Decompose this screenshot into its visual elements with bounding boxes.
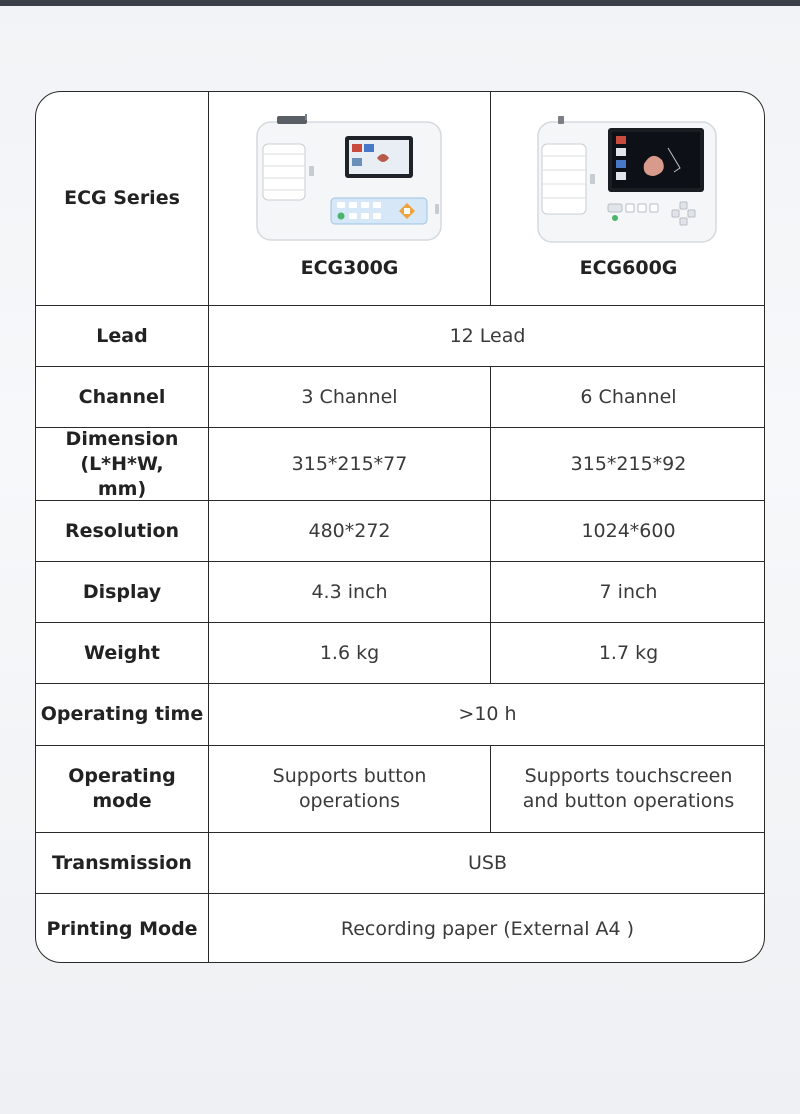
product-name-ecg600g: ECG600G: [579, 257, 678, 279]
row-label-printing-mode: Printing Mode: [36, 894, 209, 963]
row-label-transmission: Transmission: [36, 833, 209, 893]
weight-value-ecg300g: 1.6 kg: [209, 623, 491, 683]
row-label-display: Display: [36, 562, 209, 622]
display-value-ecg300g: 4.3 inch: [209, 562, 491, 622]
table-row-header: [36, 92, 764, 306]
row-label-dimension: Dimension (L*H*W, mm): [36, 428, 209, 500]
operating-mode-value-ecg600g: Supports touchscreen and button operations: [522, 765, 735, 812]
channel-value-ecg600g: 6 Channel: [580, 385, 677, 408]
lead-value: 12 Lead: [449, 324, 526, 347]
table-row-weight: [36, 623, 764, 684]
weight-value-ecg600g: 1.7 kg: [598, 641, 659, 664]
channel-value-ecg300g: 3 Channel: [209, 367, 491, 427]
table-row-transmission: [36, 833, 764, 894]
top-bar: [0, 0, 800, 6]
table-row-operating-mode: [36, 746, 764, 833]
transmission-value: USB: [467, 851, 507, 874]
resolution-value-ecg600g: 1024*600: [581, 519, 676, 542]
spec-comparison-table: [35, 91, 765, 963]
row-label-operating-mode: Operating mode: [36, 746, 209, 832]
ecg300g-device-icon: [255, 114, 445, 244]
table-row-channel: [36, 367, 764, 428]
table-row-operating-time: [36, 684, 764, 746]
product-ecg300g: [209, 92, 491, 305]
printing-mode-value: Recording paper (External A4 ): [340, 917, 635, 940]
display-value-ecg600g: 7 inch: [599, 580, 658, 603]
product-ecg600g: [491, 92, 765, 305]
table-row-printing-mode: [36, 894, 764, 963]
operating-time-value: >10 h: [458, 703, 517, 725]
row-label-channel: Channel: [36, 367, 209, 427]
row-label-weight: Weight: [36, 623, 209, 683]
table-row-dimension: [36, 428, 764, 501]
table-row-resolution: [36, 501, 764, 562]
product-name-ecg300g: ECG300G: [300, 257, 399, 279]
resolution-value-ecg300g: 480*272: [209, 501, 491, 561]
series-label: ECG Series: [36, 92, 209, 305]
row-label-lead: Lead: [36, 306, 209, 366]
ecg600g-device-icon: [536, 114, 721, 244]
table-row-lead: [36, 306, 764, 367]
row-label-resolution: Resolution: [36, 501, 209, 561]
dimension-value-ecg600g: 315*215*92: [570, 452, 687, 475]
operating-mode-value-ecg300g: Supports button operations: [209, 746, 491, 832]
dimension-value-ecg300g: 315*215*77: [209, 428, 491, 500]
table-row-display: [36, 562, 764, 623]
row-label-operating-time: Operating time: [36, 684, 209, 745]
